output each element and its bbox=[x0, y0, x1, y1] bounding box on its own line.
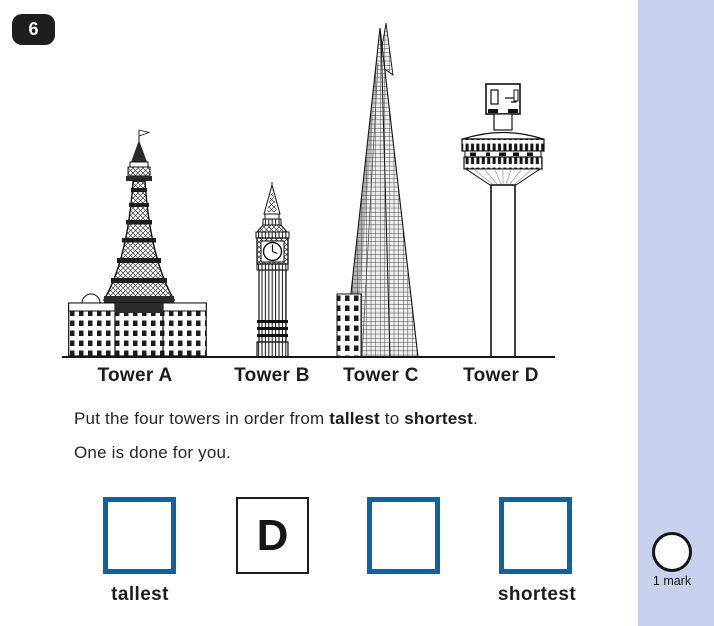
tower-d-illustration bbox=[459, 82, 547, 358]
answer-box-2-prefilled bbox=[236, 497, 309, 574]
tower-a-label: Tower A bbox=[97, 365, 173, 386]
prompt-text-1: Put the four towers in order from bbox=[74, 409, 330, 428]
question-prompt bbox=[74, 409, 478, 429]
tower-c-illustration bbox=[334, 23, 426, 357]
tower-a-illustration bbox=[68, 128, 207, 357]
prompt-text-3: . bbox=[472, 409, 478, 428]
tower-d-label: Tower D bbox=[463, 365, 539, 386]
prompt-bold-shortest: shortest bbox=[404, 409, 473, 428]
tower-c-label: Tower C bbox=[343, 365, 419, 386]
answer-box-4[interactable] bbox=[499, 497, 572, 574]
question-hint: One is done for you. bbox=[74, 443, 232, 462]
tower-b-illustration bbox=[244, 182, 301, 358]
answer-box-2-value: D bbox=[256, 510, 289, 560]
prompt-text-2: to bbox=[379, 409, 405, 428]
question-number: 6 bbox=[28, 19, 39, 39]
answer-box-3[interactable] bbox=[367, 497, 440, 574]
shortest-label: shortest bbox=[497, 584, 577, 605]
mark-label: 1 mark bbox=[652, 574, 692, 588]
question-number-badge bbox=[12, 14, 55, 45]
answer-box-1[interactable] bbox=[103, 497, 176, 574]
prompt-bold-tallest: tallest bbox=[329, 409, 380, 428]
tallest-label: tallest bbox=[111, 584, 169, 605]
ground-line bbox=[62, 356, 555, 358]
mark-circle bbox=[652, 532, 692, 572]
tower-b-label: Tower B bbox=[234, 365, 310, 386]
